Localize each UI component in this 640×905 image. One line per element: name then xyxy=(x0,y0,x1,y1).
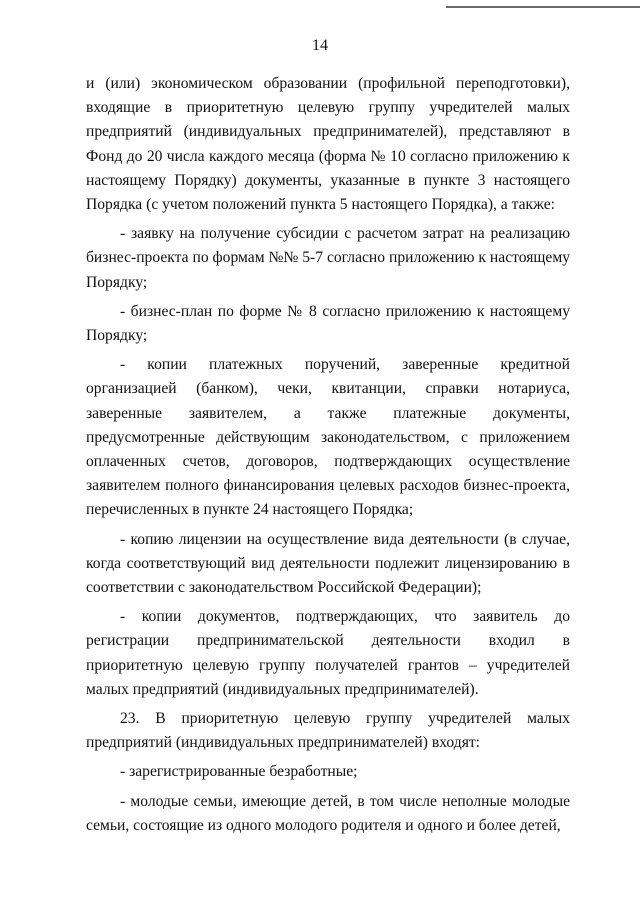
paragraph-priority-group-proof: - копии документов, подтверждающих, что заявитель до регистрации предпринимательской деятельности входил в приоритетную целевую группу получателей грантов – учредителей малых предприятий (индивидуальных предпринимателей). xyxy=(86,608,570,698)
top-edge-line xyxy=(446,6,640,8)
paragraph-subsidy-application: - заявку на получение субсидии с расчетом затрат на реализацию бизнес-проекта по формам №№ 5-7 согласно приложению к настоящему Порядку; xyxy=(86,225,570,291)
paragraph-business-plan: - бизнес-план по форме № 8 согласно приложению к настоящему Порядку; xyxy=(86,302,570,345)
paragraph-license-copy: - копию лицензии на осуществление вида деятельности (в случае, когда соответствующий вид деятельности подлежит лицензированию в соответствии с законодательством Российской Федерации); xyxy=(86,530,570,597)
document-body xyxy=(86,72,570,838)
paragraph-young-families: - молодые семьи, имеющие детей, в том числе неполные молодые семьи, состоящие из одного молодого родителя и одного и более детей, xyxy=(86,792,570,834)
page-number: 14 xyxy=(312,37,328,54)
paragraph-continuation: и (или) экономическом образовании (профильной переподготовки), входящие в приоритетную целевую группу учредителей малых предприятий (индивидуальных предпринимателей), представляют в Фонд до 20 числа каждого месяца (форма № 10 согласно приложению к настоящему Порядку) документы, указанные в пункте 3 настоящего Порядка (с учетом положений пункта 5 настоящего Порядка), а также: xyxy=(86,75,570,214)
paragraph-registered-unemployed: - зарегистрированные безработные; xyxy=(120,763,358,781)
paragraph-section-23: 23. В приоритетную целевую группу учредителей малых предприятий (индивидуальных предпринимателей) входят: xyxy=(86,710,570,752)
paragraph-payment-documents: - копии платежных поручений, заверенные кредитной организацией (банком), чеки, квитанции, справки нотариуса, заверенные заявителем, а также платежные документы, предусмотренные действующим законодательством, с приложением оплаченных счетов, договоров, подтверждающих осуществление заявителем полного финансирования целевых расходов бизнес-проекта, перечисленных в пункте 24 настоящего Порядка; xyxy=(86,356,570,519)
